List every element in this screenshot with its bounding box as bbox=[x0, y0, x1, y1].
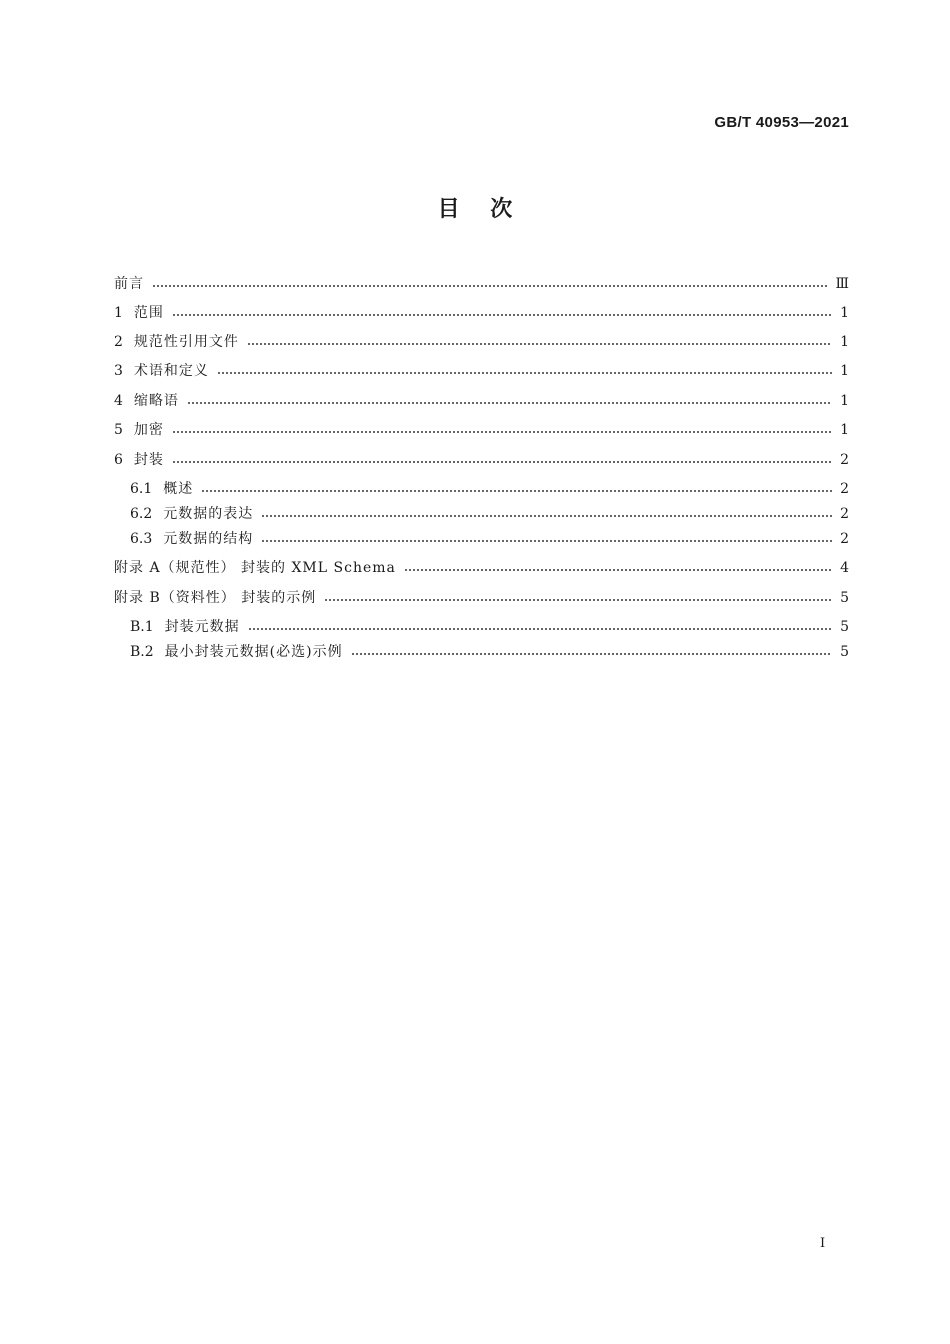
toc-label: 规范性引用文件 bbox=[133, 334, 239, 350]
toc-number: 6.2 bbox=[130, 506, 153, 522]
toc-page-number: 4 bbox=[840, 560, 849, 576]
toc-page-number: 1 bbox=[840, 334, 849, 350]
toc-entry-encapsulation[interactable] bbox=[114, 450, 849, 470]
toc-label: 前言 bbox=[114, 276, 144, 292]
toc-label: 附录 B（资料性） 封装的示例 bbox=[114, 590, 317, 606]
toc-label: 最小封装元数据(必选)示例 bbox=[164, 644, 343, 660]
toc-page-number: 1 bbox=[840, 305, 849, 321]
toc-label: 术语和定义 bbox=[133, 363, 209, 379]
dot-leader bbox=[324, 599, 832, 601]
dot-leader bbox=[187, 402, 832, 404]
toc-page-number: 1 bbox=[840, 422, 849, 438]
toc-label: 加密 bbox=[133, 422, 164, 438]
toc-page-number: 5 bbox=[840, 619, 849, 635]
toc-label: 元数据的表达 bbox=[163, 506, 254, 522]
toc-entry-terms-definitions[interactable] bbox=[114, 361, 849, 381]
toc-number: B.1 bbox=[130, 619, 154, 635]
toc-label: 元数据的结构 bbox=[163, 531, 254, 547]
toc-entry-normative-references[interactable] bbox=[114, 332, 849, 352]
dot-leader bbox=[247, 343, 832, 345]
dot-leader bbox=[248, 628, 832, 630]
toc-page-number: 2 bbox=[840, 452, 849, 468]
dot-leader bbox=[261, 540, 832, 542]
toc-label: 附录 A（规范性） 封装的 XML Schema bbox=[114, 560, 396, 576]
toc-label: 范围 bbox=[133, 305, 164, 321]
toc-entry-scope[interactable] bbox=[114, 303, 849, 323]
dot-leader bbox=[404, 569, 832, 571]
standard-code: GB/T 40953—2021 bbox=[714, 114, 849, 131]
toc-number: 6.3 bbox=[130, 531, 153, 547]
toc-number: 6.1 bbox=[130, 481, 153, 497]
toc-entry-foreword[interactable] bbox=[114, 274, 849, 294]
footer-page-number: I bbox=[820, 1236, 826, 1251]
dot-leader bbox=[172, 461, 832, 463]
dot-leader bbox=[217, 372, 832, 374]
toc-number: 1 bbox=[114, 305, 123, 321]
toc-page-number: 5 bbox=[840, 590, 849, 606]
toc-entry-metadata-expression[interactable] bbox=[130, 504, 849, 524]
toc-page-number: 1 bbox=[840, 363, 849, 379]
toc-number: 6 bbox=[114, 452, 123, 468]
toc-entry-annex-b2[interactable] bbox=[130, 642, 849, 662]
dot-leader bbox=[152, 285, 827, 287]
toc-entry-annex-a[interactable] bbox=[114, 558, 849, 578]
toc-page-number: 2 bbox=[840, 506, 849, 522]
toc-label: 封装 bbox=[133, 452, 164, 468]
toc-page-number: Ⅲ bbox=[835, 276, 849, 292]
toc-entry-encryption[interactable] bbox=[114, 420, 849, 440]
toc-label: 封装元数据 bbox=[164, 619, 240, 635]
toc-number: 3 bbox=[114, 363, 123, 379]
toc-entry-metadata-structure[interactable] bbox=[130, 529, 849, 549]
dot-leader bbox=[172, 314, 832, 316]
toc-entry-annex-b[interactable] bbox=[114, 588, 849, 608]
toc-label: 概述 bbox=[163, 481, 194, 497]
dot-leader bbox=[351, 653, 832, 655]
toc-label: 缩略语 bbox=[133, 393, 179, 409]
dot-leader bbox=[201, 490, 832, 492]
toc-page-number: 2 bbox=[840, 531, 849, 547]
toc-number: 2 bbox=[114, 334, 123, 350]
toc-number: B.2 bbox=[130, 644, 154, 660]
toc-entry-annex-b1[interactable] bbox=[130, 617, 849, 637]
toc-page-number: 2 bbox=[840, 481, 849, 497]
page-title: 目 次 bbox=[437, 197, 513, 222]
dot-leader bbox=[261, 515, 832, 517]
toc-number: 4 bbox=[114, 393, 123, 409]
toc-number: 5 bbox=[114, 422, 123, 438]
toc-page-number: 5 bbox=[840, 644, 849, 660]
toc-entry-abbreviations[interactable] bbox=[114, 391, 849, 411]
dot-leader bbox=[172, 431, 832, 433]
toc-page-number: 1 bbox=[840, 393, 849, 409]
toc-entry-overview[interactable] bbox=[130, 479, 849, 499]
